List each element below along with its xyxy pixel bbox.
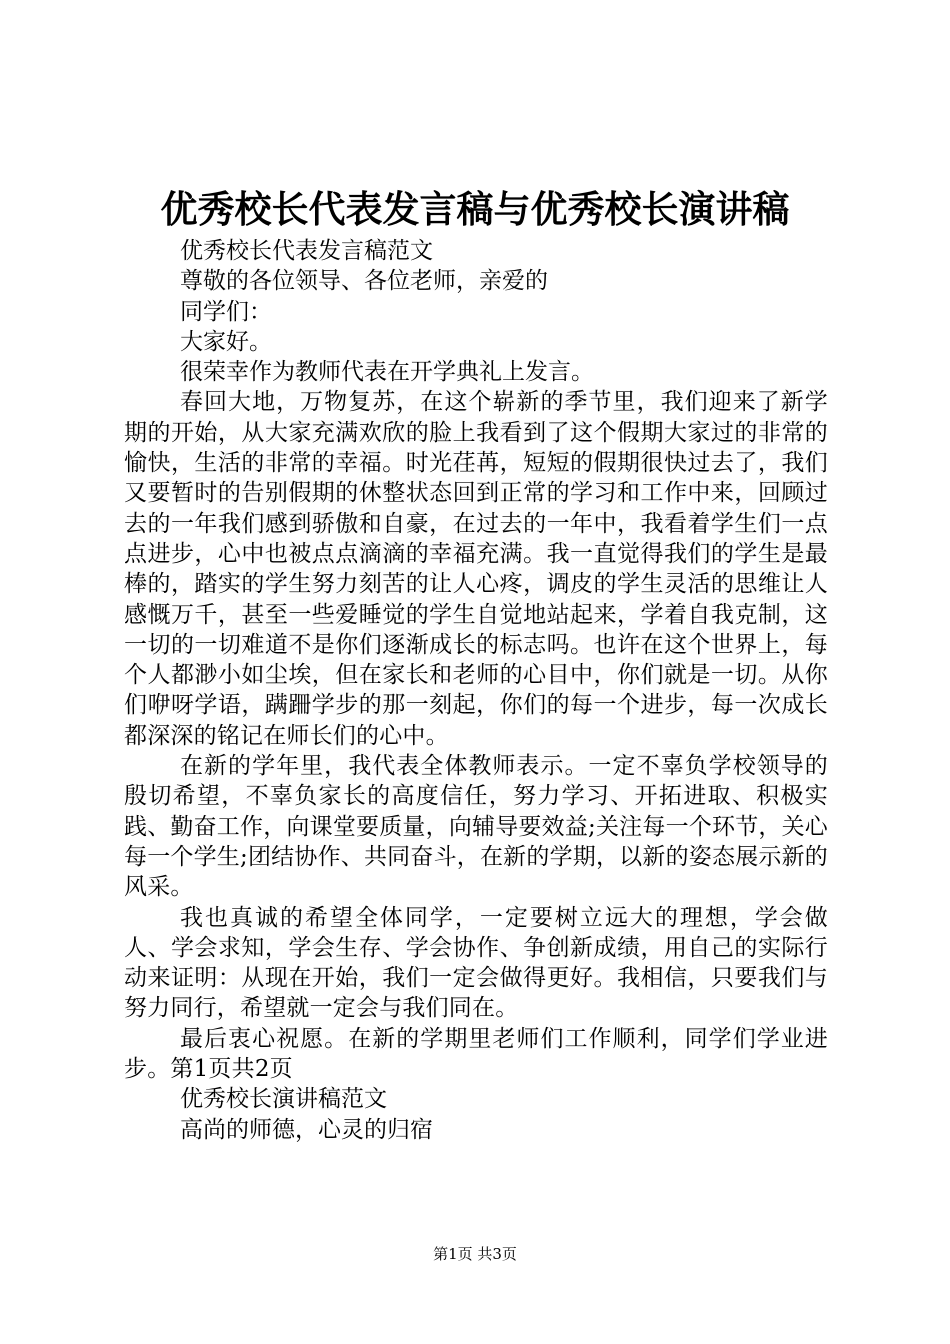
subtitle-line: 高尚的师德，心灵的归宿 [180,1116,433,1143]
greeting-line: 大家好。 [180,328,272,355]
section-heading-speech: 优秀校长代表发言稿范文 [180,238,433,264]
paragraph-spring: 春回大地，万物复苏，在这个崭新的季节里，我们迎来了新学期的开始，从大家充满欢欣的脸上我看到了这个假期大家过的非常的愉快，生活的非常的幸福。时光荏苒，短短的假期很快过去了，我们又要暂时的告别假期的休整状态回到正常的学习和工作中来，回顾过去的一年我们感到骄傲和自豪，在过去的一年中，我看着学生们一点点进步，心中也被点点滴滴的幸福充满。我一直觉得我们的学生是最棒的，踏实的学生努力刻苦的让人心疼，调皮的学生灵活的思维让人感慨万千，甚至一些爱睡觉的学生自觉地站起来，学着自我克制，这一切的一切难道不是你们逐渐成长的标志吗。也许在这个世界上，每个人都渺小如尘埃，但在家长和老师的心目中，你们就是一切。从你们咿呀学语，蹒跚学步的那一刻起，你们的每一个进步，每一次成长都深深的铭记在师长们的心中。 [124,389,828,749]
document-title: 优秀校长代表发言稿与优秀校长演讲稿 [160,187,790,231]
intro-line: 很荣幸作为教师代表在开学典礼上发言。 [180,359,594,386]
section-heading-principal: 优秀校长演讲稿范文 [180,1086,387,1113]
document-body [124,236,828,1145]
paragraph-hope: 我也真诚的希望全体同学，一定要树立远大的理想，学会做人、学会求知，学会生存、学会协作、争创新成绩，用自己的实际行动来证明：从现在开始，我们一定会做得更好。我相信，只要我们与努力同行，希望就一定会与我们同在。 [124,904,828,1022]
salutation-continuation: 同学们： [180,298,272,325]
salutation-line: 尊敬的各位领导、各位老师，亲爱的 [180,268,548,295]
paragraph-new-year: 在新的学年里，我代表全体教师表示。一定不辜负学校领导的殷切希望，不辜负家长的高度信任，努力学习、开拓进取、积极实践、勤奋工作，向课堂要质量，向辅导要效益;关注每一个环节，关心每一个学生;团结协作、共同奋斗，在新的学期，以新的姿态展示新的风采。 [124,753,828,901]
page-footer: 第1页 共3页 [433,1245,517,1263]
paragraph-closing: 最后衷心祝愿。在新的学期里老师们工作顺利，同学们学业进步。第1页共2页 [124,1025,828,1083]
